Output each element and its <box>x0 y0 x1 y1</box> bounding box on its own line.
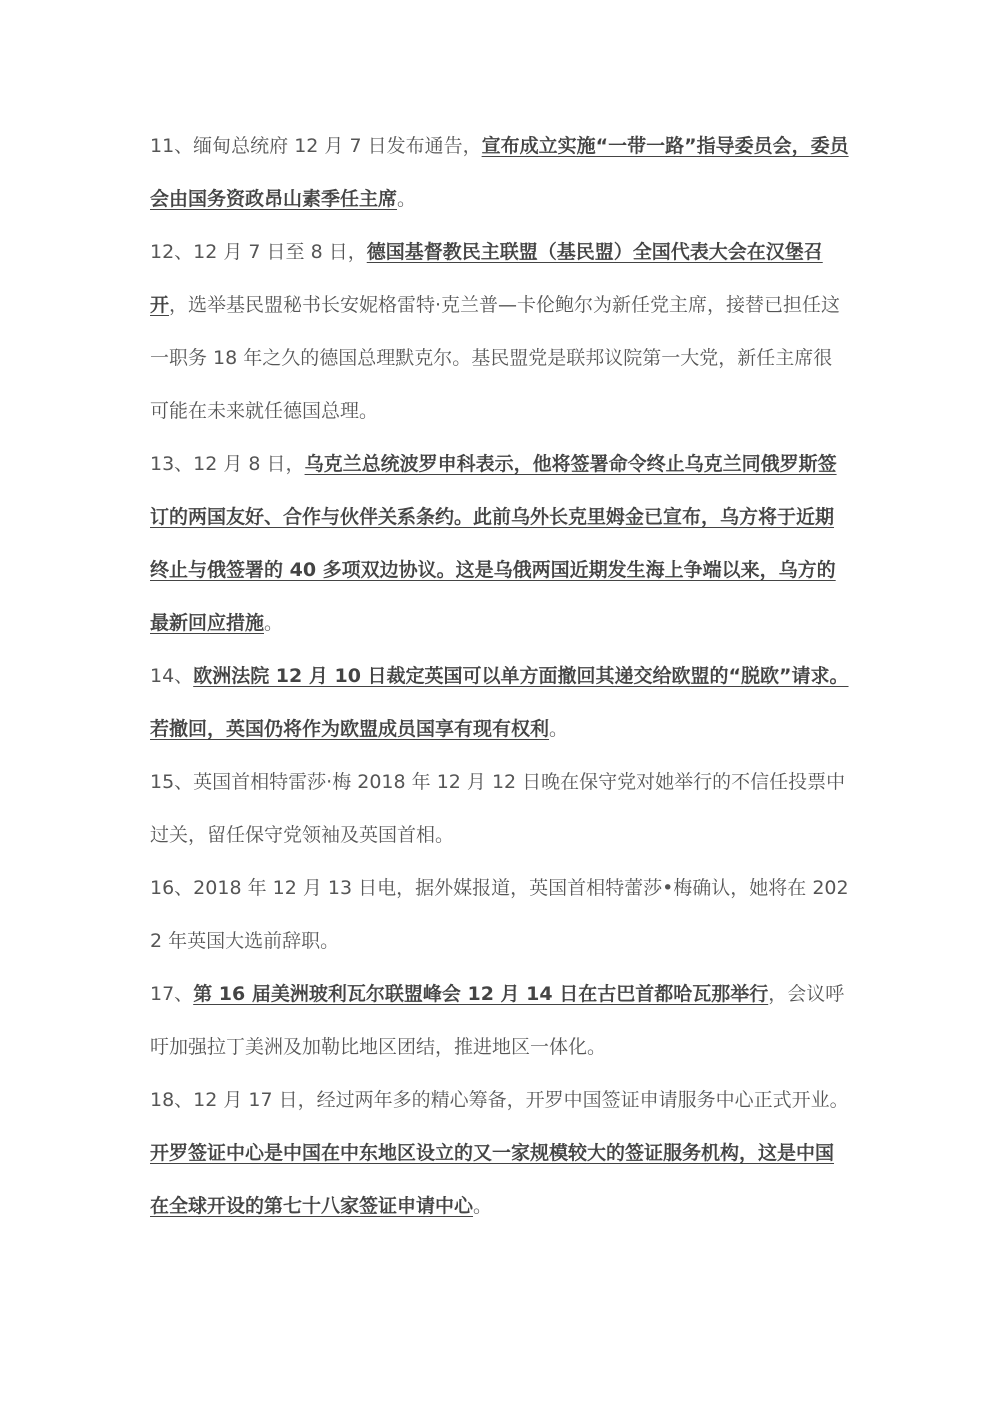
document-body <box>150 120 850 1233</box>
news-item-11 <box>150 120 850 226</box>
item-text: 18、12 月 17 日，经过两年多的精心筹备，开罗中国签证申请服务中心正式开业。 <box>150 1089 849 1111</box>
item-highlight: 第 16 届美洲玻利瓦尔联盟峰会 12 月 14 日在古巴首都哈瓦那举行 <box>193 983 769 1005</box>
item-text: 16、2018 年 12 月 13 日电，据外媒报道，英国首相特蕾莎•梅确认，她将在 2022 年英国大选前辞职。 <box>150 877 849 952</box>
item-text: 。 <box>473 1195 493 1217</box>
news-item-13 <box>150 438 850 650</box>
item-text: 12、12 月 7 日至 8 日， <box>150 241 367 263</box>
item-text: ，会议呼吁加强拉丁美洲及加勒比地区团结，推进地区一体化。 <box>150 983 845 1058</box>
item-highlight: 德国基督教民主联盟（基民盟）全国代表大会在汉堡召开 <box>150 241 823 316</box>
news-item-14 <box>150 650 850 756</box>
item-text: 13、12 月 8 日， <box>150 453 305 475</box>
item-highlight: 乌克兰总统波罗申科表示，他将签署命令终止乌克兰同俄罗斯签订的两国友好、合作与伙伴关系条约。此前乌外长克里姆金已宣布，乌方将于近期终止与俄签署的 40 多项双边协议。这是乌俄两国近期发生海上争端以来，乌方的最新回应措施 <box>150 453 837 634</box>
news-item-12 <box>150 226 850 438</box>
item-text: 17、 <box>150 983 194 1005</box>
item-highlight: 开罗签证中心是中国在中东地区设立的又一家规模较大的签证服务机构，这是中国在全球开设的第七十八家签证申请中心 <box>150 1142 835 1217</box>
news-item-15 <box>150 756 850 862</box>
news-item-17 <box>150 968 850 1074</box>
news-item-18 <box>150 1074 850 1233</box>
item-text: 。 <box>264 612 284 634</box>
item-text: 。 <box>397 188 417 210</box>
news-item-16 <box>150 862 850 968</box>
item-text: 15、英国首相特雷莎·梅 2018 年 12 月 12 日晚在保守党对她举行的不信任投票中过关，留任保守党领袖及英国首相。 <box>150 771 846 846</box>
item-text: 。 <box>549 718 569 740</box>
item-text: 11、缅甸总统府 12 月 7 日发布通告， <box>150 135 482 157</box>
item-highlight: 宣布成立实施“一带一路”指导委员会，委员会由国务资政昂山素季任主席 <box>150 135 849 210</box>
item-highlight: 欧洲法院 12 月 10 日裁定英国可以单方面撤回其递交给欧盟的“脱欧”请求。若撤回，英国仍将作为欧盟成员国享有现有权利 <box>150 665 849 740</box>
item-text: 14、 <box>150 665 194 687</box>
item-text: ，选举基民盟秘书长安妮格雷特·克兰普—卡伦鲍尔为新任党主席，接替已担任这一职务 18 年之久的德国总理默克尔。基民盟党是联邦议院第一大党，新任主席很可能在未来就任德国总理。 <box>150 294 841 422</box>
